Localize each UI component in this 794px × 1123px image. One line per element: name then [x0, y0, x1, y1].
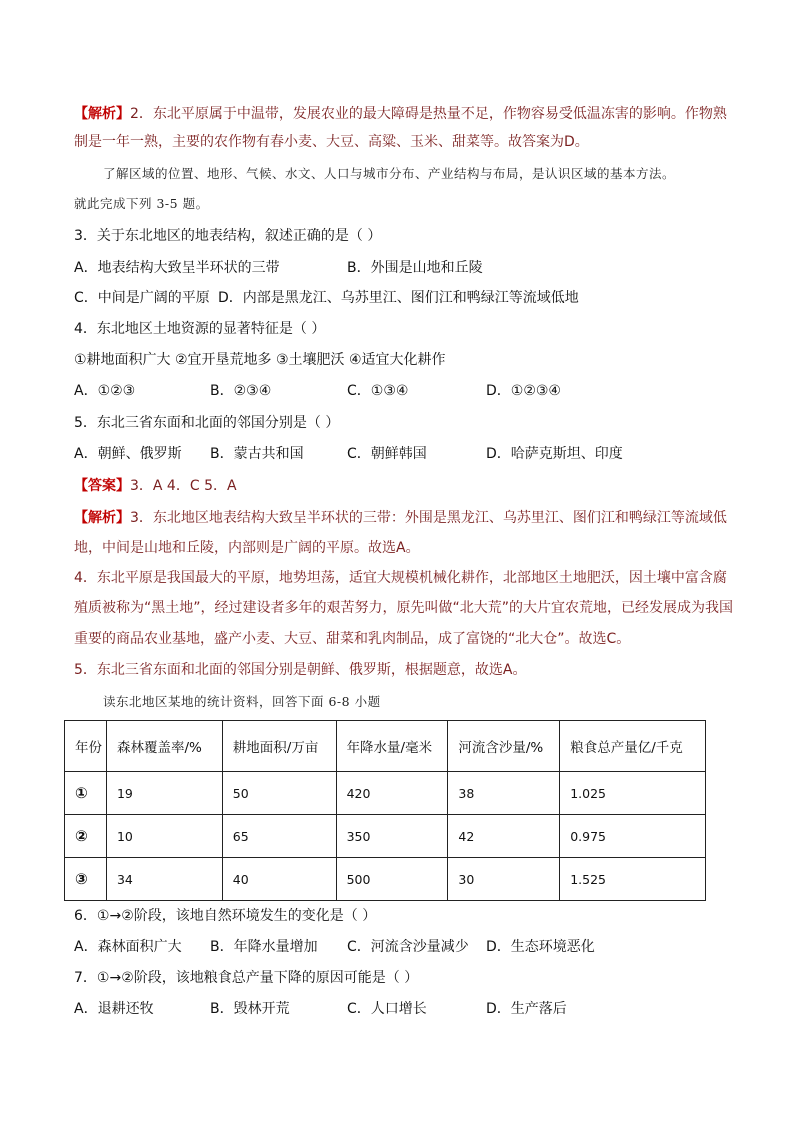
intro-line1: 了解区域的位置、地形、气候、水文、人口与城市分布、产业结构与布局，是认识区域的基本方法。	[103, 166, 676, 181]
table-cell: 65	[222, 815, 336, 858]
analysis-tag: 【解析】	[74, 106, 130, 122]
q3-option-a: A．地表结构大致呈半环状的三带	[74, 260, 280, 276]
table-cell: 1.025	[560, 772, 706, 815]
analysis-q2-text1: 2．东北平原属于中温带，发展农业的最大障碍是热量不足，作物容易受低温冻害的影响。作物熟	[130, 106, 727, 122]
q5-option-c: C．朝鲜韩国	[347, 446, 427, 462]
table-cell: 38	[448, 772, 560, 815]
answer-text: 3．A 4．C 5．A	[130, 478, 237, 494]
q5-option-d: D．哈萨克斯坦、印度	[486, 446, 623, 462]
table-cell: 420	[336, 772, 448, 815]
table-cell: 1.525	[560, 858, 706, 901]
table-cell: 30	[448, 858, 560, 901]
q6-option-c: C．河流含沙量减少	[347, 939, 469, 955]
table-header-cell: 粮食总产量亿/千克	[560, 721, 706, 772]
table-cell: 34	[106, 858, 222, 901]
q7-option-d: D．生产落后	[486, 1001, 567, 1017]
table-cell: ③	[65, 858, 107, 901]
table-row	[65, 815, 706, 858]
q4-option-c: C．①③④	[347, 383, 409, 399]
q4-option-d: D．①②③④	[486, 383, 561, 399]
q7-option-b: B．毁林开荒	[210, 1001, 290, 1017]
analysis-p4-line2: 殖质被称为“黑土地”，经过建设者多年的艰苦努力，原先叫做“北大荒”的大片宜农荒地，已经发展成为我国	[74, 600, 734, 616]
q4-items: ①耕地面积广大 ②宜开垦荒地多 ③土壤肥沃 ④适宜大化耕作	[74, 352, 446, 368]
analysis-q2-line1	[74, 104, 727, 124]
table-row	[65, 772, 706, 815]
question-4-stem: 4．东北地区土地资源的显著特征是（ ）	[74, 321, 326, 337]
q7-option-a: A．退耕还牧	[74, 1001, 154, 1017]
analysis-p4-line1: 4．东北平原是我国最大的平原，地势坦荡，适宜大规模机械化耕作，北部地区土地肥沃，因土壤中富含腐	[74, 570, 727, 586]
table-cell: 10	[106, 815, 222, 858]
analysis-p4-line3: 重要的商品农业基地，盛产小麦、大豆、甜菜和乳肉制品，成了富饶的“北大仓”。故选C。	[74, 631, 631, 647]
table-header-row	[65, 721, 706, 772]
table-cell: 350	[336, 815, 448, 858]
q4-option-b: B．②③④	[210, 383, 272, 399]
analysis-p3-line1: 3．东北地区地表结构大致呈半环状的三带：外围是黑龙江、乌苏里江、图们江和鸭绿江等流域低	[130, 510, 727, 526]
q5-option-a: A．朝鲜、俄罗斯	[74, 446, 182, 462]
table-header-cell: 年降水量/毫米	[336, 721, 448, 772]
table-header-cell: 河流含沙量/%	[448, 721, 560, 772]
intro-line2: 就此完成下列 3-5 题。	[74, 196, 209, 211]
answer-line	[74, 476, 237, 496]
table-intro: 读东北地区某地的统计资料，回答下面 6-8 小题	[103, 694, 381, 709]
table-header-cell: 森林覆盖率/%	[106, 721, 222, 772]
table-cell: ①	[65, 772, 107, 815]
table-cell: 0.975	[560, 815, 706, 858]
table-header-cell: 耕地面积/万亩	[222, 721, 336, 772]
q7-option-c: C．人口增长	[347, 1001, 427, 1017]
table-cell: 500	[336, 858, 448, 901]
table-row	[65, 858, 706, 901]
statistics-table	[64, 720, 706, 901]
q5-option-b: B．蒙古共和国	[210, 446, 304, 462]
question-3-stem: 3．关于东北地区的地表结构，叙述正确的是（ ）	[74, 228, 382, 244]
question-5-stem: 5．东北三省东面和北面的邻国分别是（ ）	[74, 415, 340, 431]
answer-tag: 【答案】	[74, 478, 130, 494]
table-cell: 40	[222, 858, 336, 901]
q6-option-b: B．年降水量增加	[210, 939, 318, 955]
q6-option-d: D．生态环境恶化	[486, 939, 595, 955]
analysis-tag-2: 【解析】	[74, 510, 130, 526]
q3-option-d: D．内部是黑龙江、乌苏里江、图们江和鸭绿江等流域低地	[218, 290, 579, 306]
q6-option-a: A．森林面积广大	[74, 939, 182, 955]
q3-option-b: B．外围是山地和丘陵	[347, 260, 483, 276]
analysis-p3-line2: 地，中间是山地和丘陵，内部则是广阔的平原。故选A。	[74, 540, 420, 556]
q4-option-a: A．①②③	[74, 383, 136, 399]
analysis-p5-line1: 5．东北三省东面和北面的邻国分别是朝鲜、俄罗斯，根据题意，故选A。	[74, 662, 527, 678]
table-cell: ②	[65, 815, 107, 858]
question-7-stem: 7．①→②阶段，该地粮食总产量下降的原因可能是（ ）	[74, 970, 419, 986]
q3-option-c: C．中间是广阔的平原	[74, 290, 210, 306]
table-cell: 19	[106, 772, 222, 815]
table-cell: 50	[222, 772, 336, 815]
analysis-q2-line2: 制是一年一熟，主要的农作物有春小麦、大豆、高粱、玉米、甜菜等。故答案为D。	[74, 134, 589, 150]
question-6-stem: 6．①→②阶段，该地自然环境发生的变化是（ ）	[74, 908, 377, 924]
analysis-35-line1	[74, 508, 727, 528]
table-header-cell: 年份	[65, 721, 107, 772]
table-cell: 42	[448, 815, 560, 858]
